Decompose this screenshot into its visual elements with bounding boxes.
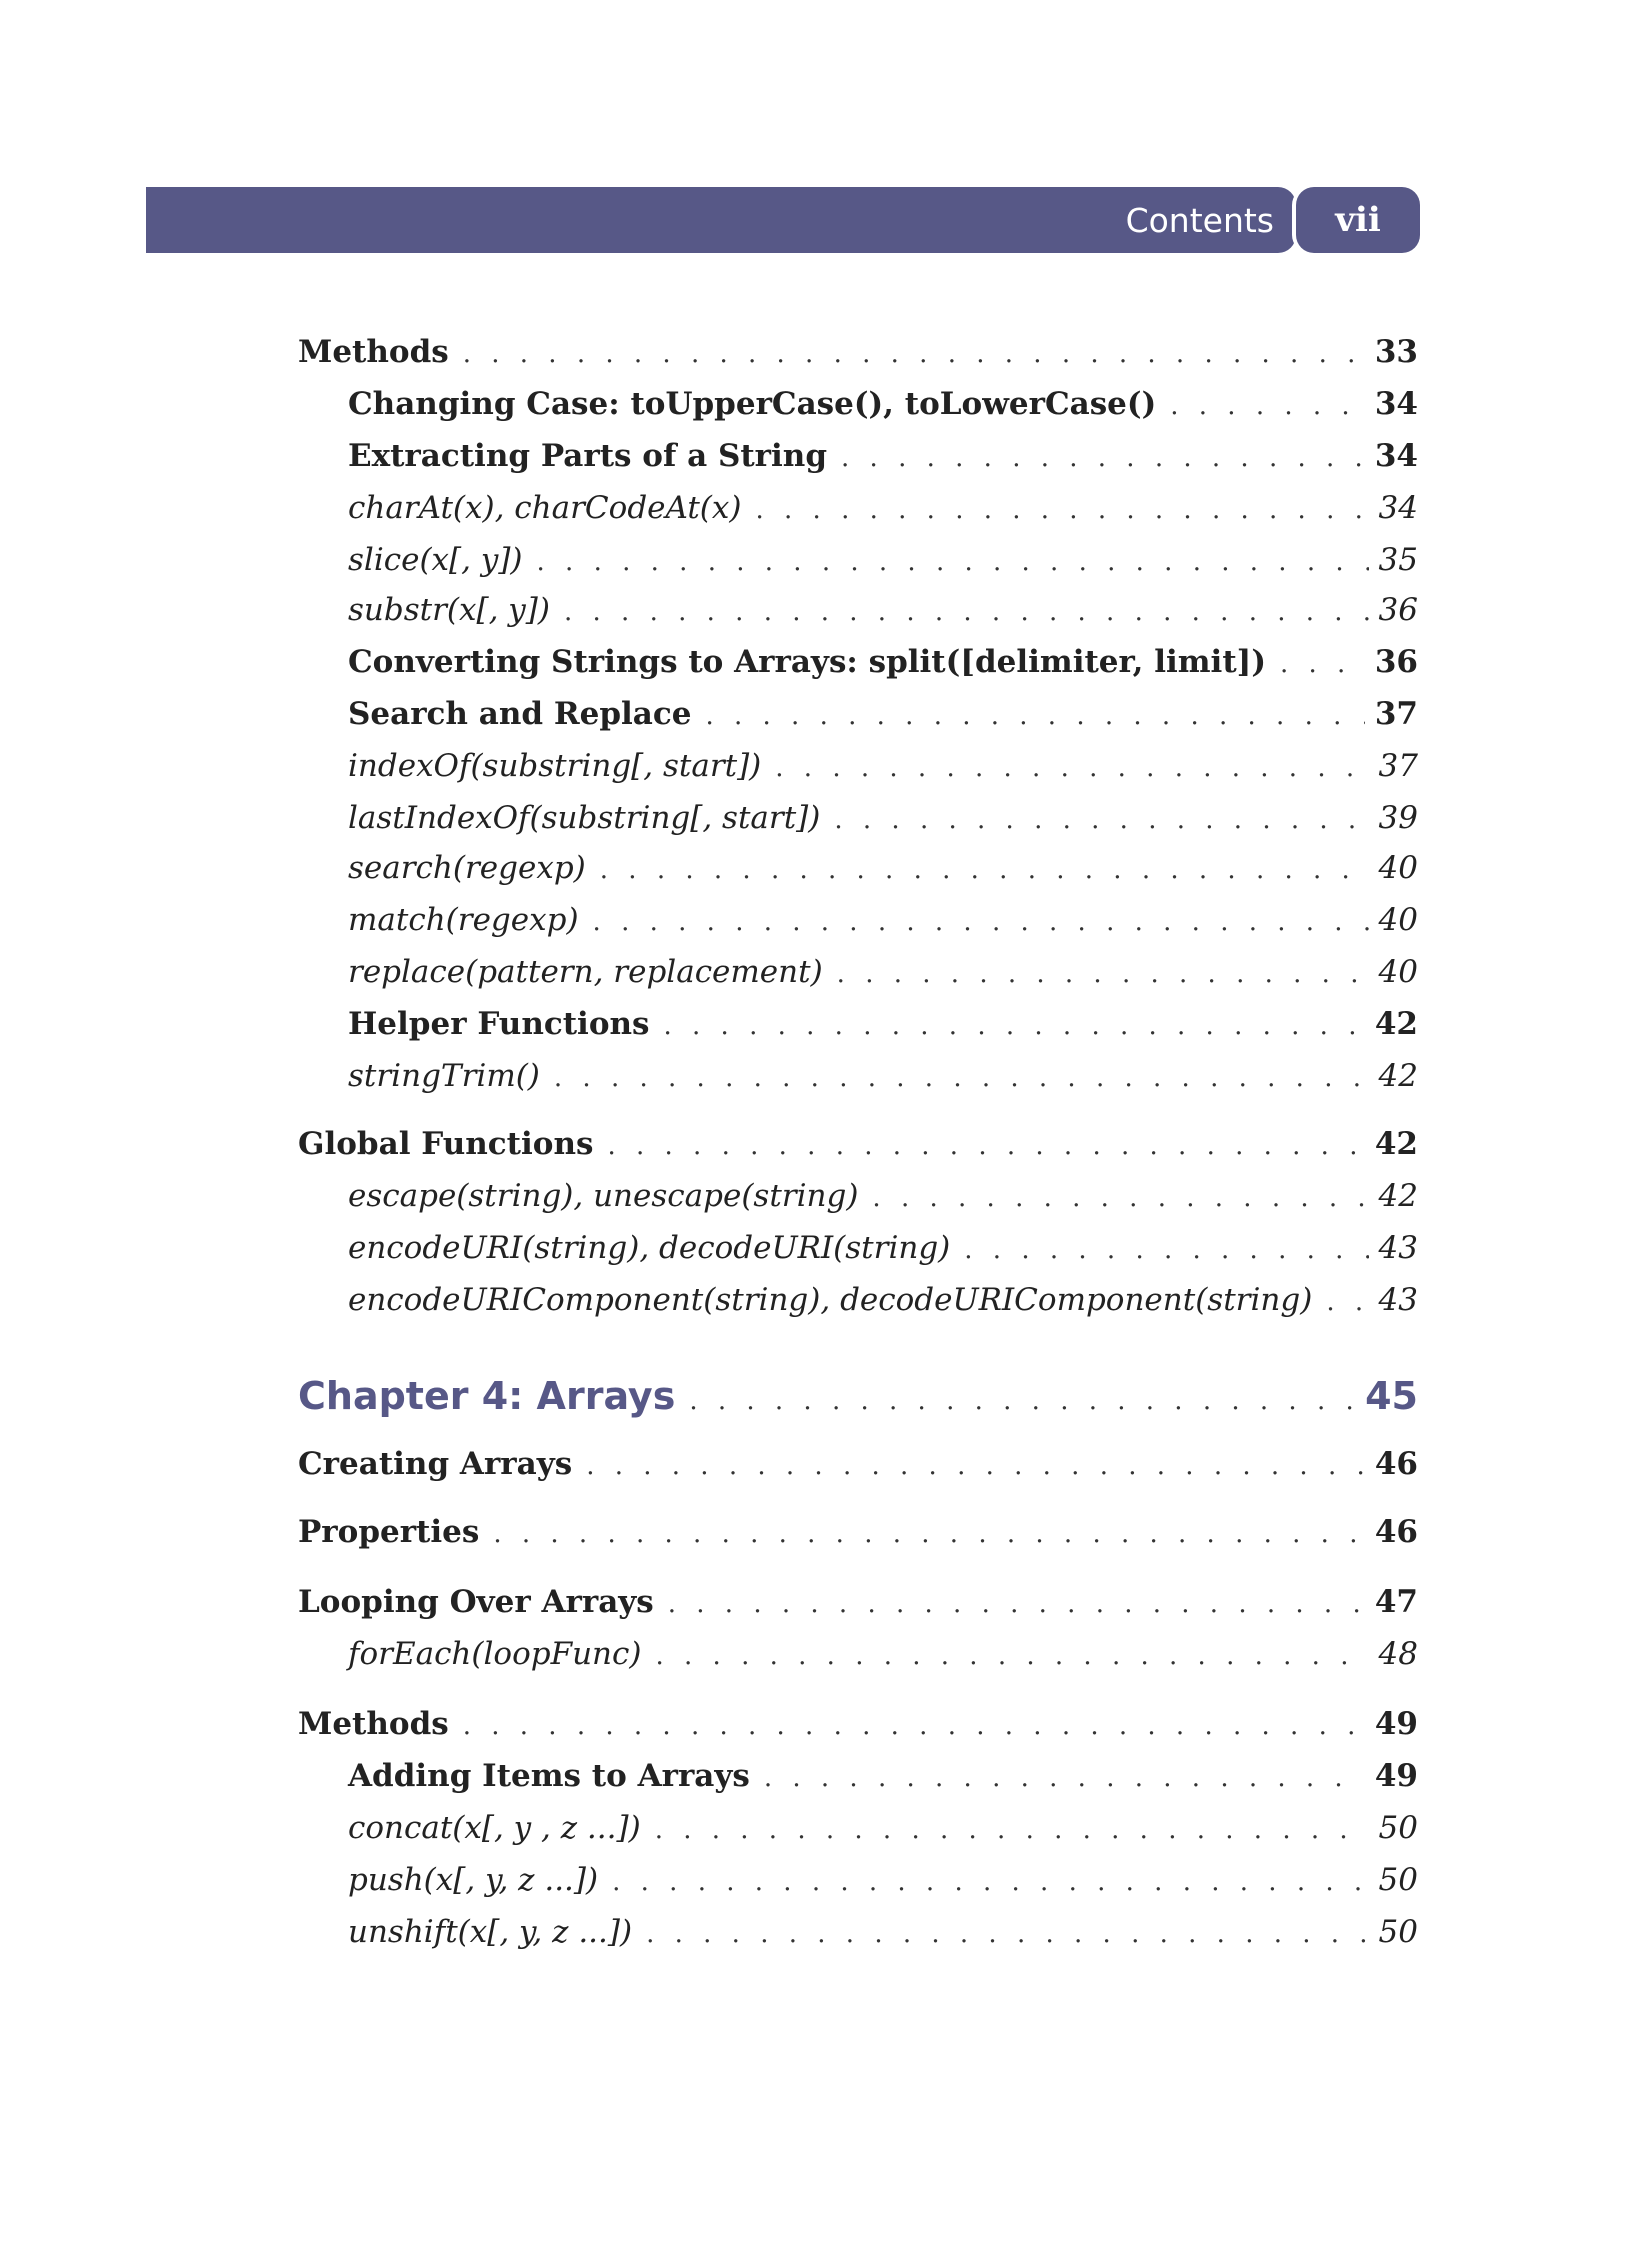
toc-entry-title: concat(x[, y , z ...]) [348, 1810, 641, 1846]
toc-entry-title: Methods [298, 1706, 449, 1742]
toc-entry[interactable] [348, 1632, 1418, 1678]
toc-leader-dots [463, 1704, 1365, 1748]
toc-entry-page: 42 [1378, 1058, 1418, 1094]
toc-entry[interactable] [348, 744, 1418, 790]
toc-entry-page: 36 [1374, 644, 1418, 680]
toc-leader-dots [664, 1004, 1365, 1048]
toc-entry-title: unshift(x[, y, z ...]) [348, 1914, 633, 1950]
toc-leader-dots [764, 1756, 1365, 1800]
toc-leader-dots [837, 952, 1369, 996]
toc-entry-page: 50 [1378, 1862, 1418, 1898]
toc-entry-title: encodeURI(string), decodeURI(string) [348, 1230, 951, 1266]
toc-entry-title: Search and Replace [348, 696, 692, 732]
toc-entry[interactable] [348, 588, 1418, 634]
toc-entry-title: Changing Case: toUpperCase(), toLowerCase() [348, 386, 1157, 422]
toc-entry-title: match(regexp) [348, 902, 579, 938]
running-header-bar [146, 187, 1296, 253]
toc-leader-dots [689, 1379, 1355, 1423]
toc-entry-page: 34 [1378, 490, 1418, 526]
toc-leader-dots [755, 488, 1368, 532]
toc-entry-title: Extracting Parts of a String [348, 438, 828, 474]
toc-entry[interactable] [348, 486, 1418, 532]
toc-entry-page: 45 [1365, 1374, 1418, 1418]
toc-entry-title: substr(x[, y]) [348, 592, 550, 628]
toc-entry-page: 50 [1378, 1810, 1418, 1846]
toc-entry-title: escape(string), unescape(string) [348, 1178, 859, 1214]
toc-entry[interactable] [348, 434, 1418, 480]
toc-leader-dots [705, 694, 1364, 738]
toc-entry[interactable] [348, 538, 1418, 584]
toc-entry-page: 42 [1378, 1178, 1418, 1214]
toc-entry-page: 40 [1378, 902, 1418, 938]
toc-leader-dots [593, 900, 1369, 944]
toc-entry-page: 46 [1374, 1446, 1418, 1482]
toc-leader-dots [1280, 642, 1365, 686]
toc-entry-title: charAt(x), charCodeAt(x) [348, 490, 742, 526]
toc-entry[interactable] [348, 1858, 1418, 1904]
toc-entry[interactable] [348, 640, 1418, 686]
toc-entry-title: replace(pattern, replacement) [348, 954, 823, 990]
toc-entry-title: Helper Functions [348, 1006, 650, 1042]
toc-entry[interactable] [348, 898, 1418, 944]
toc-entry-title: Methods [298, 334, 449, 370]
toc-entry-page: 49 [1374, 1706, 1418, 1742]
toc-entry-title: search(regexp) [348, 850, 586, 886]
toc-entry[interactable] [298, 1510, 1418, 1556]
toc-entry-page: 43 [1378, 1230, 1418, 1266]
toc-entry[interactable] [298, 1580, 1418, 1626]
toc-leader-dots [646, 1912, 1368, 1956]
toc-leader-dots [841, 436, 1365, 480]
toc-entry-page: 46 [1374, 1514, 1418, 1550]
toc-entry[interactable] [348, 1910, 1418, 1956]
toc-entry-title: forEach(loopFunc) [348, 1636, 642, 1672]
toc-entry[interactable] [348, 1278, 1418, 1324]
toc-entry[interactable] [348, 1754, 1418, 1800]
toc-entry-title: encodeURIComponent(string), decodeURIComponent(string) [348, 1282, 1313, 1318]
toc-leader-dots [564, 590, 1369, 634]
toc-entry-page: 34 [1374, 438, 1418, 474]
toc-leader-dots [655, 1808, 1369, 1852]
toc-entry[interactable] [348, 796, 1418, 842]
toc-leader-dots [493, 1512, 1365, 1556]
toc-entry-title: Chapter 4: Arrays [298, 1374, 676, 1418]
toc-entry-title: stringTrim() [348, 1058, 540, 1094]
toc-entry[interactable] [298, 330, 1418, 376]
toc-entry[interactable] [348, 1054, 1418, 1100]
toc-entry[interactable] [348, 1226, 1418, 1272]
toc-entry-page: 39 [1378, 800, 1418, 836]
toc-entry-page: 47 [1374, 1584, 1418, 1620]
toc-chapter-heading[interactable] [298, 1374, 1418, 1423]
toc-leader-dots [872, 1176, 1368, 1220]
toc-entry-page: 37 [1374, 696, 1418, 732]
toc-entry-title: Looping Over Arrays [298, 1584, 654, 1620]
toc-entry-page: 49 [1374, 1758, 1418, 1794]
toc-entry-title: push(x[, y, z ...]) [348, 1862, 599, 1898]
toc-entry-page: 50 [1378, 1914, 1418, 1950]
toc-entry-title: lastIndexOf(substring[, start]) [348, 800, 821, 836]
toc-leader-dots [964, 1228, 1368, 1272]
toc-entry-title: Global Functions [298, 1126, 594, 1162]
toc-leader-dots [655, 1634, 1368, 1678]
toc-entry-page: 36 [1378, 592, 1418, 628]
toc-entry-page: 42 [1374, 1126, 1418, 1162]
toc-entry[interactable] [348, 382, 1418, 428]
toc-entry-page: 40 [1378, 850, 1418, 886]
toc-entry[interactable] [348, 692, 1418, 738]
toc-entry-page: 35 [1378, 542, 1418, 578]
toc-entry-page: 37 [1378, 748, 1418, 784]
toc-entry-title: Converting Strings to Arrays: split([delimiter, limit]) [348, 644, 1266, 680]
toc-entry[interactable] [348, 1806, 1418, 1852]
toc-entry-page: 48 [1378, 1636, 1418, 1672]
toc-entry[interactable] [348, 1002, 1418, 1048]
toc-entry[interactable] [298, 1442, 1418, 1488]
toc-entry[interactable] [298, 1702, 1418, 1748]
toc-entry[interactable] [348, 950, 1418, 996]
toc-entry[interactable] [348, 1174, 1418, 1220]
toc-leader-dots [600, 848, 1369, 892]
page-number-tab: vii [1296, 187, 1420, 253]
toc-leader-dots [554, 1056, 1369, 1100]
toc-entry-title: Properties [298, 1514, 480, 1550]
toc-entry-page: 33 [1374, 334, 1418, 370]
toc-leader-dots [612, 1860, 1368, 1904]
toc-leader-dots [537, 540, 1369, 584]
toc-leader-dots [834, 798, 1368, 842]
toc-leader-dots [586, 1444, 1365, 1488]
toc-leader-dots [1326, 1280, 1368, 1324]
toc-leader-dots [1170, 384, 1365, 428]
toc-entry-title: indexOf(substring[, start]) [348, 748, 762, 784]
toc-entry-title: slice(x[, y]) [348, 542, 523, 578]
running-header-title: Contents [1125, 201, 1274, 240]
toc-entry-title: Creating Arrays [298, 1446, 573, 1482]
toc-entry[interactable] [298, 1122, 1418, 1168]
toc-entry-page: 43 [1378, 1282, 1418, 1318]
toc-entry-page: 42 [1374, 1006, 1418, 1042]
toc-leader-dots [668, 1582, 1365, 1626]
toc-entry[interactable] [348, 846, 1418, 892]
toc-entry-title: Adding Items to Arrays [348, 1758, 750, 1794]
toc-leader-dots [463, 332, 1365, 376]
toc-entry-page: 34 [1374, 386, 1418, 422]
toc-leader-dots [607, 1124, 1364, 1168]
toc-leader-dots [775, 746, 1368, 790]
toc-entry-page: 40 [1378, 954, 1418, 990]
